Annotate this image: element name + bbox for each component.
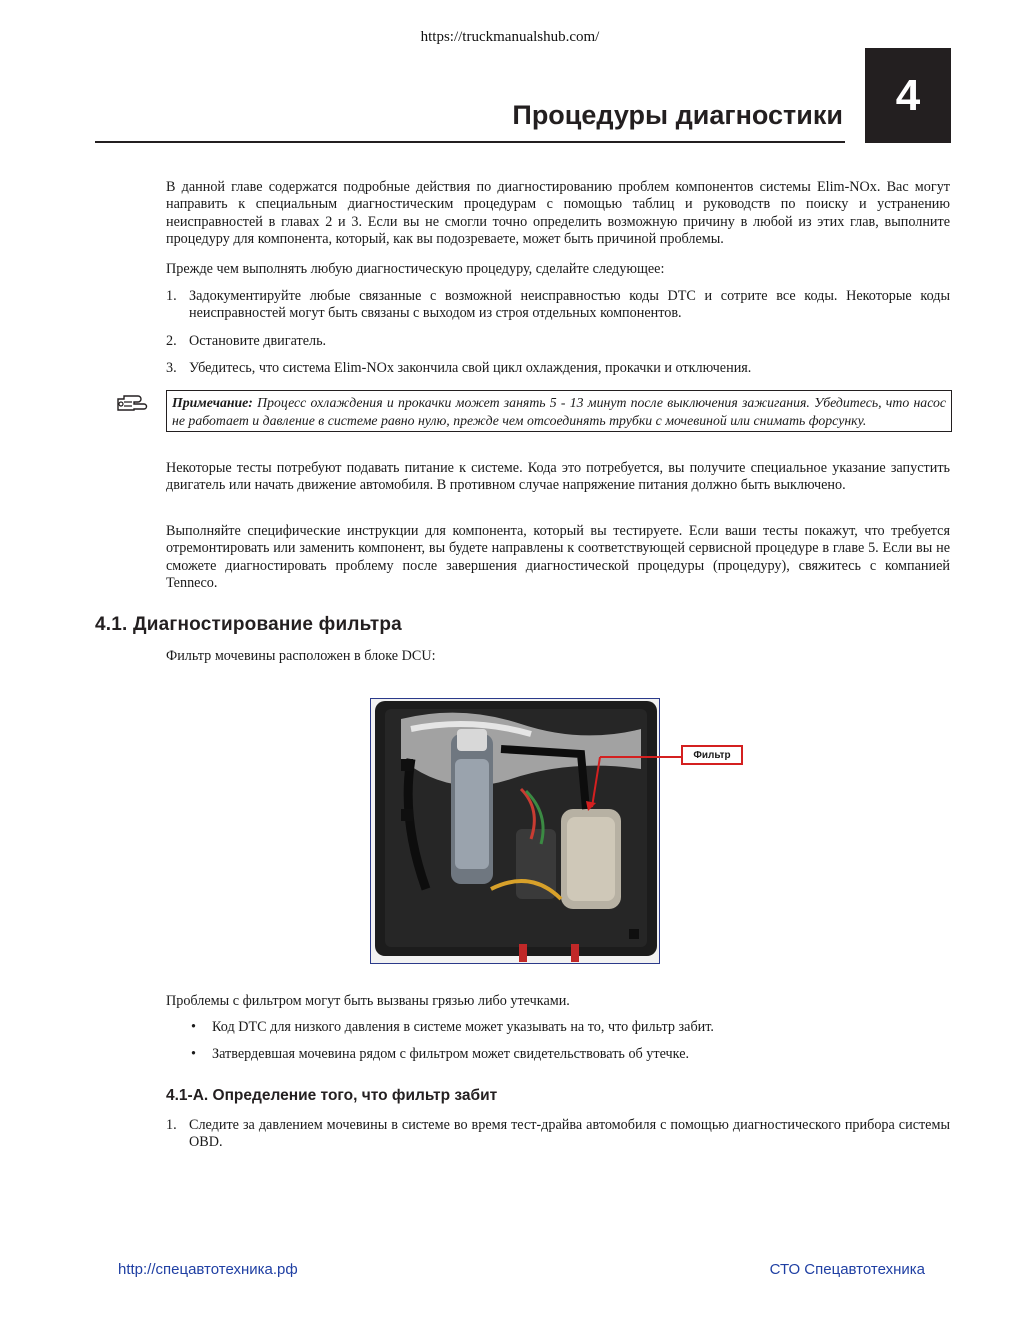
note-label: Примечание: bbox=[172, 395, 253, 410]
step-number: 3. bbox=[166, 360, 177, 376]
source-url[interactable]: https://truckmanualshub.com/ bbox=[420, 29, 600, 45]
body-paragraph-4 bbox=[166, 523, 950, 592]
step-text: Задокументируйте любые связанные с возможной неисправностью коды DTC и сотрите все коды. Некоторые коды неисправностей могут быть связаны с выходом из строя отдельных компонентов. bbox=[189, 288, 950, 322]
list-item bbox=[166, 360, 950, 377]
list-item bbox=[166, 1117, 950, 1152]
body-text-3: Некоторые тесты потребуют подавать питание к системе. Кода это потребуется, вы получите специальное указание запустить двигатель или начать движение автомобиля. В противном случае напряжение питания должно быть выключено. bbox=[166, 460, 950, 494]
intro-paragraph-2 bbox=[166, 261, 950, 278]
section-heading: 4.1. Диагностирование фильтра bbox=[95, 614, 402, 635]
list-item bbox=[166, 333, 950, 350]
chapter-title: Процедуры диагностики bbox=[512, 100, 843, 130]
problems-text: Проблемы с фильтром могут быть вызваны грязью либо утечками. bbox=[166, 993, 570, 1009]
callout-arrow bbox=[560, 745, 690, 825]
step-number: 1. bbox=[166, 288, 177, 304]
footer-link[interactable]: http://спецавтотехника.рф bbox=[118, 1261, 298, 1278]
intro-text-2: Прежде чем выполнять любую диагностическую процедуру, сделайте следующее: bbox=[166, 261, 665, 277]
section-intro bbox=[166, 648, 950, 665]
step-text: Остановите двигатель. bbox=[189, 333, 327, 349]
title-divider bbox=[95, 141, 845, 143]
subsection-heading: 4.1-A. Определение того, что фильтр забит bbox=[166, 1087, 498, 1104]
filter-callout-label: Фильтр bbox=[693, 749, 731, 761]
dcu-photo bbox=[370, 698, 660, 964]
footer-brand[interactable]: СТО Спецавтотехника bbox=[769, 1261, 925, 1278]
intro-paragraph-1 bbox=[166, 179, 950, 248]
bullet-marker: • bbox=[191, 1019, 196, 1035]
step-number: 2. bbox=[166, 333, 177, 349]
section-intro-text: Фильтр мочевины расположен в блоке DCU: bbox=[166, 648, 436, 664]
step-text: Убедитесь, что система Elim-NOx закончила свой цикл охлаждения, прокачки и отключения. bbox=[189, 360, 752, 376]
note-hand-icon bbox=[115, 391, 151, 417]
chapter-number: 4 bbox=[895, 70, 921, 120]
body-paragraph-3 bbox=[166, 460, 950, 495]
step-text: Следите за давлением мочевины в системе во время тест-драйва автомобиля с помощью диагностического прибора системы OBD. bbox=[189, 1117, 950, 1151]
bullet-item: Код DTC для низкого давления в системе может указывать на то, что фильтр забит. bbox=[212, 1019, 714, 1035]
note-text: Процесс охлаждения и прокачки может занять 5 - 13 минут после выключения зажигания. Убедитесь, что насос не работает и давление в системе равно нулю, прежде чем отсоединять трубки с мочевиной или снимать форсунку. bbox=[172, 395, 946, 428]
step-number: 1. bbox=[166, 1117, 177, 1133]
bullet-marker: • bbox=[191, 1046, 196, 1062]
list-item bbox=[166, 288, 950, 323]
intro-text-1: В данной главе содержатся подробные действия по диагностированию проблем компонентов системы Elim-NOx. Вас могут направить к специальным диагностическим процедурам с помощью таблиц и руководств по поиску и устранению неисправностей в главах 2 и 3. Если вы не смогли точно определить возможную причину в любой из этих глав, выполните процедуру для компонента, который, как вы подозреваете, может быть причиной проблемы. bbox=[166, 179, 950, 247]
note-box bbox=[166, 390, 952, 432]
dcu-photo-illustration bbox=[371, 699, 660, 964]
filter-callout bbox=[681, 745, 743, 765]
body-text-4: Выполняйте специфические инструкции для компонента, который вы тестируете. Если ваши тесты покажут, что требуется отремонтировать или заменить компонент, вы будете направлены к соответствующей сервисной процедуре в главе 5. Если вы не сможете диагностировать проблему после завершения диагностической процедуры (процедуру), свяжитесь с компанией Tenneco. bbox=[166, 523, 950, 591]
bullet-item: Затвердевшая мочевина рядом с фильтром может свидетельствовать об утечке. bbox=[212, 1046, 690, 1062]
problems-paragraph bbox=[166, 993, 950, 1010]
chapter-number-badge bbox=[865, 48, 951, 143]
